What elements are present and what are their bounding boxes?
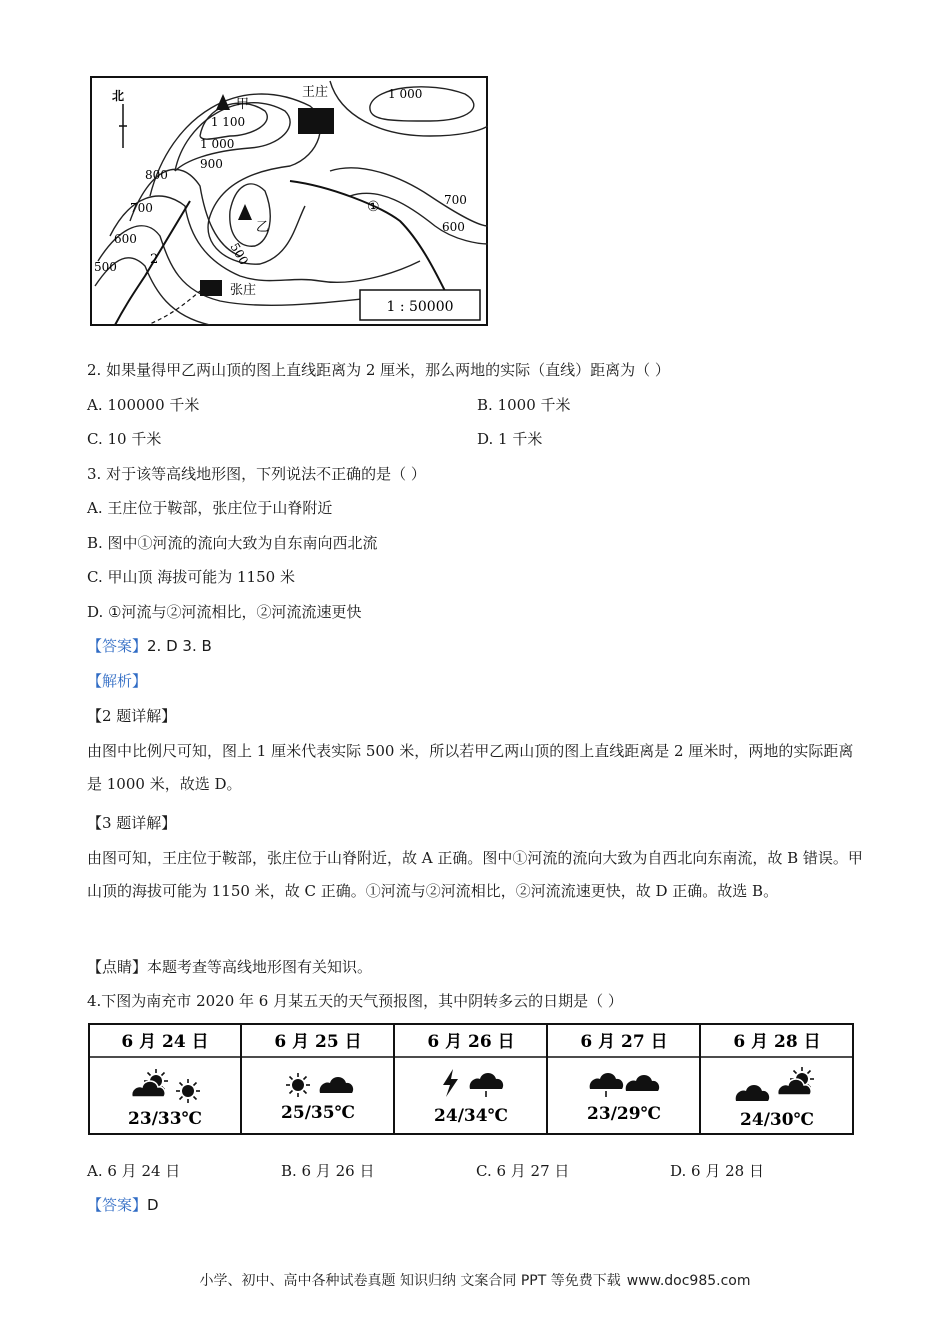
contour-value: 500 bbox=[227, 240, 251, 268]
q4-stem: 4.下图为南充市 2020 年 6 月某五天的天气预报图，其中阴转多云的日期是（ ） bbox=[87, 992, 623, 1010]
north-label: 北 bbox=[111, 89, 125, 103]
scale-label: 1 : 50000 bbox=[386, 299, 454, 315]
q4-option-d: D. 6 月 28 日 bbox=[670, 1162, 764, 1180]
answer-1 bbox=[87, 636, 212, 656]
answer-tag: 【答案】 bbox=[87, 1196, 148, 1214]
wangzhuang-icon bbox=[298, 108, 334, 134]
contour-value: 700 bbox=[130, 201, 153, 215]
contour-map bbox=[90, 76, 488, 326]
answer-tag: 【答案】 bbox=[87, 637, 148, 655]
footer-url[interactable]: www.doc985.com bbox=[626, 1273, 751, 1289]
peak-jia-label: 甲 bbox=[236, 97, 250, 112]
contour-value: 700 bbox=[444, 193, 467, 207]
q2-option-c: C. 10 千米 bbox=[87, 430, 162, 448]
river-2-label: 2 bbox=[150, 252, 159, 267]
weather-date: 6 月 24 日 bbox=[121, 1032, 209, 1052]
detail-2-body: 由图中比例尺可知，图上 1 厘米代表实际 500 米，所以若甲乙两山顶的图上直线距离是 2 厘米时，两地的实际距离是 1000 米，故选 D。 bbox=[87, 742, 854, 793]
contour-value: 900 bbox=[200, 157, 223, 171]
detail-3-heading: 【3 题详解】 bbox=[87, 814, 177, 832]
q4-option-b: B. 6 月 26 日 bbox=[281, 1162, 375, 1180]
contour-value: 1 000 bbox=[200, 137, 235, 151]
detail-2-heading: 【2 题详解】 bbox=[87, 707, 177, 725]
analysis-heading: 【解析】 bbox=[87, 672, 148, 690]
q4-option-a: A. 6 月 24 日 bbox=[87, 1162, 181, 1180]
river-1-label: ① bbox=[367, 199, 380, 215]
weather-temp: 25/35℃ bbox=[281, 1103, 355, 1123]
q3-stem: 3. 对于该等高线地形图，下列说法不正确的是（ ） bbox=[87, 465, 426, 483]
q2-option-d: D. 1 千米 bbox=[477, 430, 543, 448]
weather-date: 6 月 25 日 bbox=[274, 1032, 362, 1052]
weather-temp: 24/30℃ bbox=[740, 1110, 814, 1130]
q4-option-c: C. 6 月 27 日 bbox=[476, 1162, 570, 1180]
footer bbox=[0, 1270, 950, 1290]
weather-forecast-table bbox=[88, 1023, 854, 1135]
q3-option-c: C. 甲山顶 海拔可能为 1150 米 bbox=[87, 568, 295, 586]
sun-icon bbox=[286, 1073, 310, 1097]
weather-date: 6 月 27 日 bbox=[580, 1032, 668, 1052]
wangzhuang-label: 王庄 bbox=[302, 85, 329, 100]
q3-option-d: D. ①河流与②河流相比，②河流流速更快 bbox=[87, 603, 362, 621]
note: 【点睛】本题考查等高线地形图有关知识。 bbox=[87, 958, 373, 976]
contour-value: 500 bbox=[94, 260, 117, 274]
zhangzhuang-icon bbox=[200, 280, 222, 296]
contour-value: 600 bbox=[114, 232, 137, 246]
weather-temp: 23/33℃ bbox=[128, 1109, 202, 1129]
contour-value: 800 bbox=[145, 168, 168, 182]
contour-value: 1 000 bbox=[388, 87, 423, 101]
footer-text: 小学、初中、高中各种试卷真题 知识归纳 文案合同 PPT 等免费下载 bbox=[199, 1273, 621, 1289]
q2-option-b: B. 1000 千米 bbox=[477, 396, 571, 414]
weather-date: 6 月 28 日 bbox=[733, 1032, 821, 1052]
answer-text: 2. D 3. B bbox=[147, 637, 212, 655]
q3-option-b: B. 图中①河流的流向大致为自东南向西北流 bbox=[87, 534, 378, 552]
detail-3-body: 由图可知，王庄位于鞍部，张庄位于山脊附近，故 A 正确。图中①河流的流向大致为自西北向东南流，故 B 错误。甲山顶的海拔可能为 1150 米，故 C 正确。①河流与②河流相比，②河流流速更快，故 D 正确。故选 B。 bbox=[87, 849, 863, 900]
weather-date: 6 月 26 日 bbox=[427, 1032, 515, 1052]
answer-text: D bbox=[147, 1196, 159, 1214]
q2-option-a: A. 100000 千米 bbox=[87, 396, 200, 414]
peak-yi-label: 乙 bbox=[256, 220, 270, 235]
q3-option-a: A. 王庄位于鞍部，张庄位于山脊附近 bbox=[87, 499, 333, 517]
q2-stem: 2. 如果量得甲乙两山顶的图上直线距离为 2 厘米，那么两地的实际（直线）距离为（ ） bbox=[87, 361, 670, 379]
weather-temp: 23/29℃ bbox=[587, 1104, 661, 1124]
contour-value: 600 bbox=[442, 220, 465, 234]
peak-jia-value: 1 100 bbox=[210, 115, 246, 129]
weather-temp: 24/34℃ bbox=[434, 1106, 508, 1126]
sun-icon bbox=[176, 1079, 200, 1103]
answer-2 bbox=[87, 1195, 159, 1215]
zhangzhuang-label: 张庄 bbox=[230, 283, 257, 298]
